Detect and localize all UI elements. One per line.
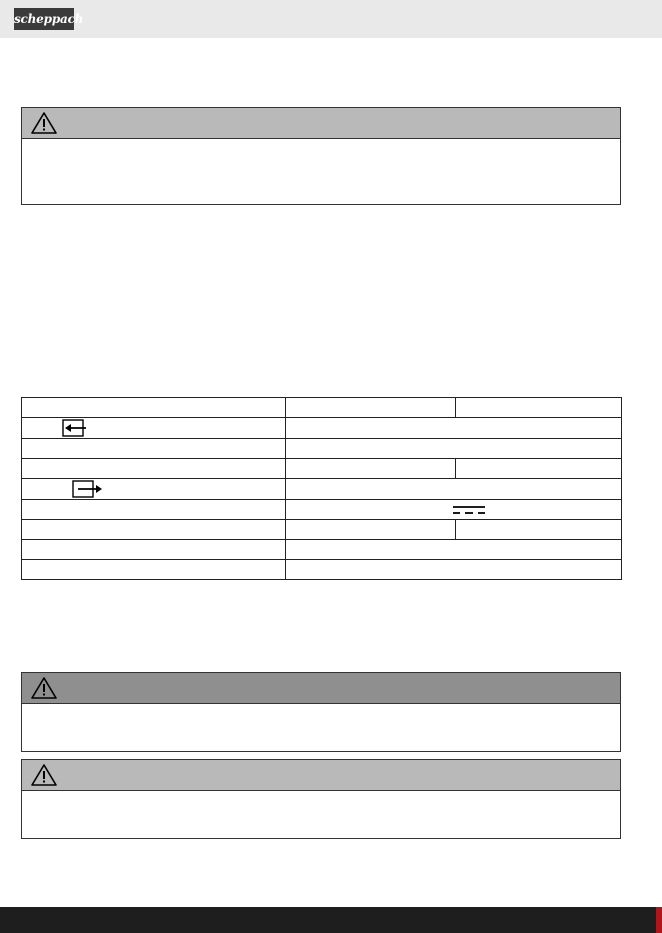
table-cell	[456, 459, 622, 479]
table-cell	[22, 479, 286, 500]
table-row	[22, 459, 622, 479]
table-cell	[456, 398, 622, 418]
warning-triangle-icon	[30, 111, 58, 135]
table-cell	[22, 398, 286, 418]
table-row	[22, 500, 622, 520]
table-cell	[286, 398, 456, 418]
table-cell	[286, 560, 622, 580]
table-row	[22, 479, 622, 500]
warning-box-2	[21, 672, 621, 752]
table-cell	[286, 520, 456, 540]
warning-header-3	[22, 760, 620, 791]
table-cell	[22, 560, 286, 580]
page-header-band	[0, 0, 662, 38]
footer-accent-mark	[656, 907, 662, 933]
brand-logo: scheppach	[14, 8, 74, 30]
warning-header-2	[22, 673, 620, 704]
table-cell	[22, 418, 286, 439]
table-row	[22, 520, 622, 540]
table-cell	[286, 459, 456, 479]
warning-triangle-icon	[30, 676, 58, 700]
technical-data-table	[21, 397, 622, 580]
table-cell	[22, 459, 286, 479]
warning-triangle-icon	[30, 763, 58, 787]
table-cell	[456, 520, 622, 540]
page-footer-band	[0, 907, 662, 933]
table-cell	[286, 479, 622, 500]
table-row	[22, 398, 622, 418]
table-cell	[286, 540, 622, 560]
table-row	[22, 439, 622, 459]
warning-box-3	[21, 759, 621, 839]
warning-box-1	[21, 107, 621, 205]
table-row	[22, 540, 622, 560]
table-cell	[286, 439, 622, 459]
table-row	[22, 418, 622, 439]
table-cell	[22, 520, 286, 540]
direct-current-icon	[452, 503, 486, 517]
table-cell	[22, 439, 286, 459]
table-row	[22, 560, 622, 580]
table-cell	[286, 500, 622, 520]
warning-header-1	[22, 108, 620, 139]
output-arrow-icon	[70, 479, 104, 499]
table-cell	[286, 418, 622, 439]
input-arrow-icon	[60, 418, 88, 438]
table-cell	[22, 540, 286, 560]
table-cell	[22, 500, 286, 520]
